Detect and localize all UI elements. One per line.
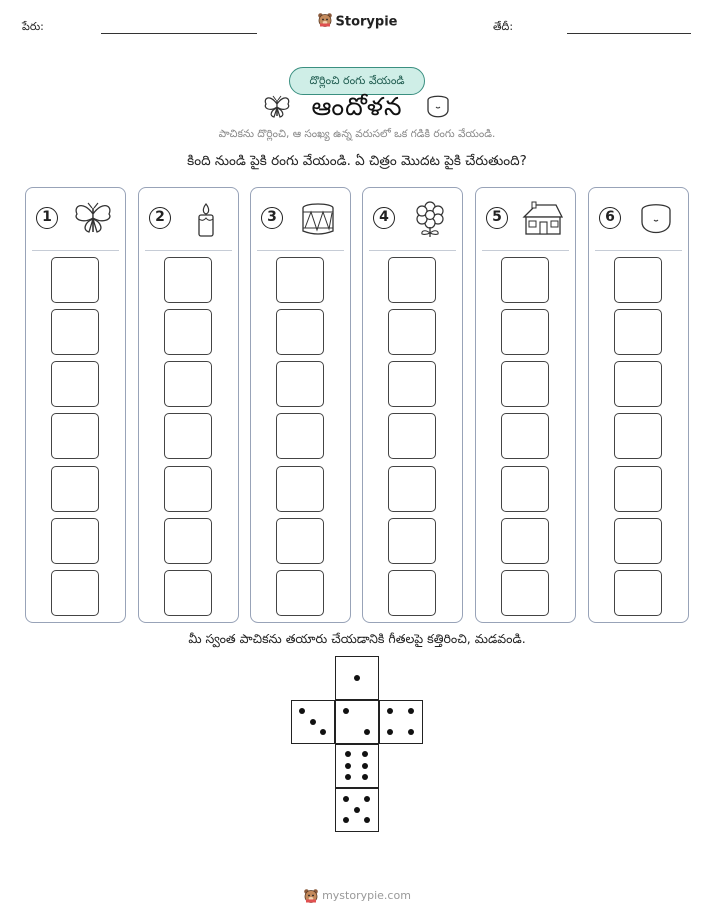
pip — [387, 729, 393, 735]
color-box[interactable] — [276, 466, 324, 512]
pip — [299, 708, 305, 714]
color-box[interactable] — [276, 309, 324, 355]
color-box[interactable] — [276, 518, 324, 564]
color-box[interactable] — [164, 361, 212, 407]
color-box[interactable] — [164, 257, 212, 303]
color-box[interactable] — [501, 570, 549, 616]
pip — [408, 708, 414, 714]
color-box[interactable] — [276, 570, 324, 616]
color-box[interactable] — [501, 518, 549, 564]
flower-icon — [409, 200, 451, 238]
name-line — [101, 33, 257, 34]
color-box[interactable] — [614, 309, 662, 355]
footer-url: mystorypie.com — [322, 889, 411, 902]
column-number: 2 — [149, 207, 171, 229]
date-label: తేదీ: — [493, 20, 514, 33]
color-box[interactable] — [614, 518, 662, 564]
color-box[interactable] — [51, 309, 99, 355]
column-number: 3 — [261, 207, 283, 229]
divider — [595, 250, 682, 251]
column-5 — [475, 187, 576, 623]
die-face-1 — [335, 656, 379, 700]
divider — [369, 250, 456, 251]
drum-icon — [297, 200, 339, 238]
pip — [354, 675, 360, 681]
color-box[interactable] — [501, 309, 549, 355]
color-box[interactable] — [501, 413, 549, 459]
column-4 — [362, 187, 463, 623]
candle-icon — [185, 200, 227, 238]
color-box[interactable] — [614, 413, 662, 459]
pip — [343, 708, 349, 714]
color-box[interactable] — [276, 413, 324, 459]
column-number: 1 — [36, 207, 58, 229]
pip — [364, 729, 370, 735]
subtitle: పాచికను దొర్లించి, ఆ సంఖ్య ఉన్న వరుసలో ఒక గడికి రంగు వేయండి. — [218, 128, 496, 140]
pip — [320, 729, 326, 735]
column-number: 5 — [486, 207, 508, 229]
color-box[interactable] — [501, 257, 549, 303]
color-box[interactable] — [501, 361, 549, 407]
color-box[interactable] — [388, 570, 436, 616]
divider — [257, 250, 344, 251]
column-2 — [138, 187, 239, 623]
color-box[interactable] — [51, 466, 99, 512]
color-box[interactable] — [388, 518, 436, 564]
divider — [482, 250, 569, 251]
pip — [345, 751, 351, 757]
die-face-2 — [335, 700, 379, 744]
column-number: 4 — [373, 207, 395, 229]
pip — [362, 751, 368, 757]
color-box[interactable] — [51, 570, 99, 616]
pip — [362, 763, 368, 769]
color-box[interactable] — [388, 361, 436, 407]
divider — [145, 250, 232, 251]
color-box[interactable] — [501, 466, 549, 512]
color-box[interactable] — [51, 518, 99, 564]
color-box[interactable] — [614, 466, 662, 512]
pip — [408, 729, 414, 735]
color-box[interactable] — [51, 361, 99, 407]
bear-logo-icon — [317, 12, 333, 32]
dice-instruction: మీ స్వంత పాచికను తయారు చేయడానికి గీతలపై కత్తిరించి, మడవండి. — [188, 631, 526, 646]
color-box[interactable] — [388, 466, 436, 512]
column-3 — [250, 187, 351, 623]
pip — [345, 774, 351, 780]
activity-pill: దొర్లించి రంగు వేయండి — [289, 67, 425, 95]
brand-logo — [0, 12, 714, 32]
color-box[interactable] — [51, 257, 99, 303]
color-box[interactable] — [51, 413, 99, 459]
pip — [387, 708, 393, 714]
pip — [343, 817, 349, 823]
divider — [32, 250, 119, 251]
color-box[interactable] — [164, 518, 212, 564]
color-box[interactable] — [614, 570, 662, 616]
date-line — [567, 33, 691, 34]
name-label: పేరు: — [22, 20, 44, 33]
column-6 — [588, 187, 689, 623]
house-icon — [522, 200, 564, 238]
pip — [345, 763, 351, 769]
brand-name: Storypie — [335, 14, 398, 30]
pip — [362, 774, 368, 780]
bear-logo-icon — [303, 888, 319, 904]
pip — [343, 796, 349, 802]
butterfly-icon — [72, 200, 114, 238]
color-box[interactable] — [388, 309, 436, 355]
color-box[interactable] — [614, 361, 662, 407]
pip — [364, 817, 370, 823]
color-box[interactable] — [388, 257, 436, 303]
color-box[interactable] — [164, 570, 212, 616]
face-icon — [635, 200, 677, 238]
column-1 — [25, 187, 126, 623]
face-icon — [423, 94, 453, 120]
die-face-5 — [335, 788, 379, 832]
color-box[interactable] — [164, 309, 212, 355]
color-box[interactable] — [276, 257, 324, 303]
die-face-4 — [379, 700, 423, 744]
pip — [364, 796, 370, 802]
color-box[interactable] — [276, 361, 324, 407]
column-number: 6 — [599, 207, 621, 229]
color-box[interactable] — [164, 413, 212, 459]
footer — [0, 888, 714, 904]
color-box[interactable] — [614, 257, 662, 303]
pip — [354, 807, 360, 813]
page-title: ఆందోళన — [311, 92, 403, 121]
question: కింది నుండి పైకి రంగు వేయండి. ఏ చిత్రం మొదట పైకి చేరుతుంది? — [187, 153, 527, 169]
color-box[interactable] — [388, 413, 436, 459]
color-box[interactable] — [164, 466, 212, 512]
die-face-3 — [291, 700, 335, 744]
die-face-6 — [335, 744, 379, 788]
pip — [310, 719, 316, 725]
